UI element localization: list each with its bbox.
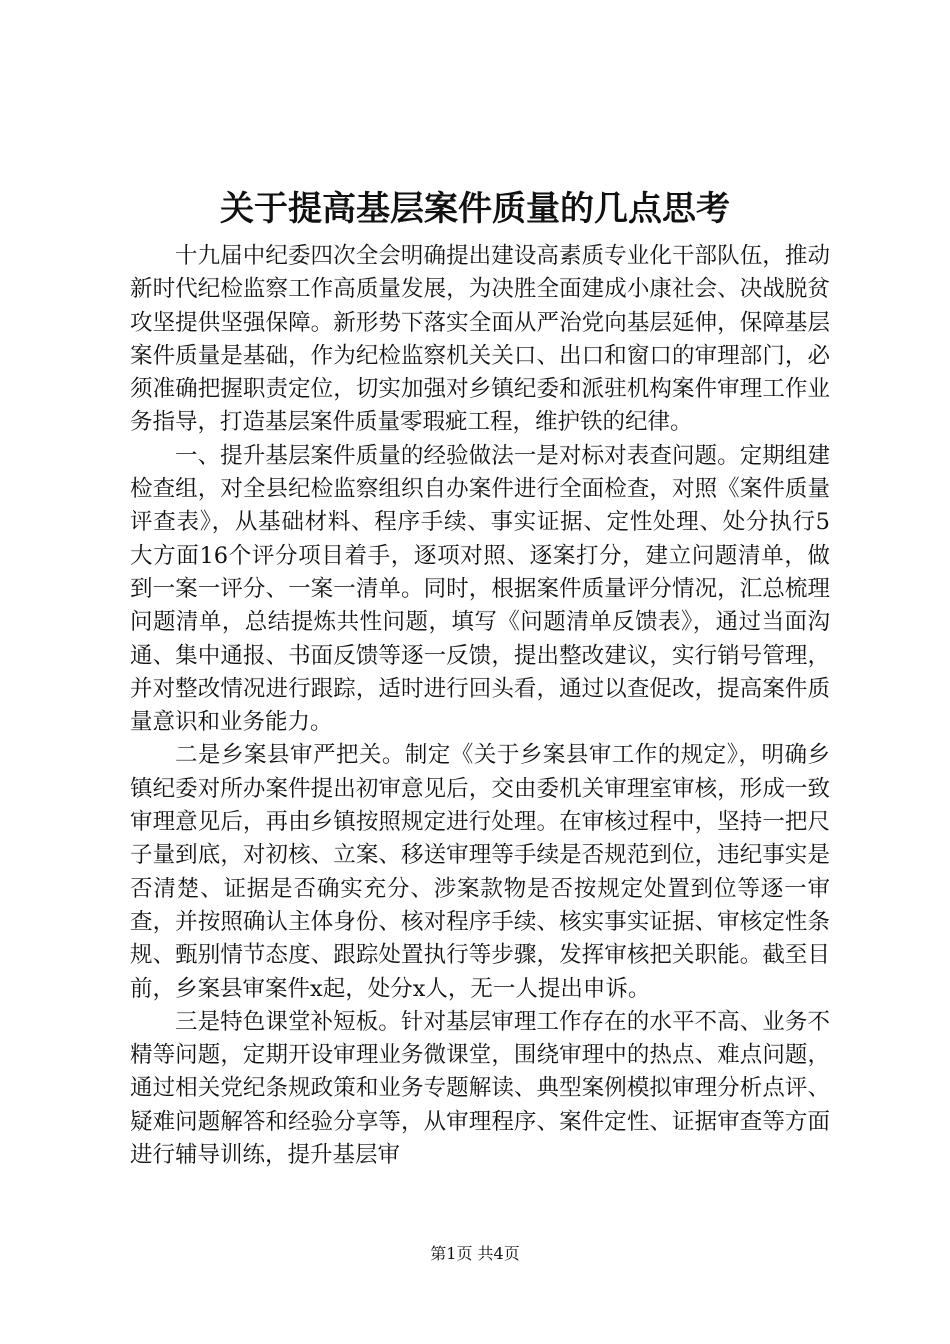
paragraph-section-three: 三是特色课堂补短板。针对基层审理工作存在的水平不高、业务不精等问题，定期开设审理业务微课堂，围绕审理中的热点、难点问题，通过相关党纪条规政策和业务专题解读、典型案例模拟审理分析点评、疑难问题解答和经验分享等，从审理程序、案件定性、证据审查等方面进行辅导训练，提升基层审: [130, 1008, 830, 1169]
paragraph-section-two: 二是乡案县审严把关。制定《关于乡案县审工作的规定》，明确乡镇纪委对所办案件提出初审意见后，交由委机关审理室审核，形成一致审理意见后，再由乡镇按照规定进行处理。在审核过程中，坚持一把尺子量到底，对初核、立案、移送审理等手续是否规范到位，违纪事实是否清楚、证据是否确实充分、涉案款物是否按规定处置到位等逐一审查，并按照确认主体身份、核对程序手续、核实事实证据、审核定性条规、甄别情节态度、跟踪处置执行等步骤，发挥审核把关职能。截至目前，乡案县审案件x起，处分x人，无一人提出申诉。: [130, 742, 830, 1002]
paragraph-section-one: 一、提升基层案件质量的经验做法一是对标对表查问题。定期组建检查组，对全县纪检监察组织自办案件进行全面检查，对照《案件质量评查表》，从基础材料、程序手续、事实证据、定性处理、处分执行5大方面16个评分项目着手，逐项对照、逐案打分，建立问题清单，做到一案一评分、一案一清单。同时，根据案件质量评分情况，汇总梳理问题清单，总结提炼共性问题，填写《问题清单反馈表》，通过当面沟通、集中通报、书面反馈等逐一反馈，提出整改建议，实行销号管理，并对整改情况进行跟踪，适时进行回头看，通过以查促改，提高案件质量意识和业务能力。: [130, 442, 830, 736]
document-body: [130, 240, 830, 1172]
page-number-footer: 第1页 共4页: [430, 1244, 520, 1263]
paragraph-intro: 十九届中纪委四次全会明确提出建设高素质专业化干部队伍，推动新时代纪检监察工作高质量发展，为决胜全面建成小康社会、决战脱贫攻坚提供坚强保障。新形势下落实全面从严治党向基层延伸，保障基层案件质量是基础，作为纪检监察机关关口、出口和窗口的审理部门，必须准确把握职责定位，切实加强对乡镇纪委和派驻机构案件审理工作业务指导，打造基层案件质量零瑕疵工程，维护铁的纪律。: [130, 243, 830, 436]
document-title: 关于提高基层案件质量的几点思考: [220, 189, 730, 229]
